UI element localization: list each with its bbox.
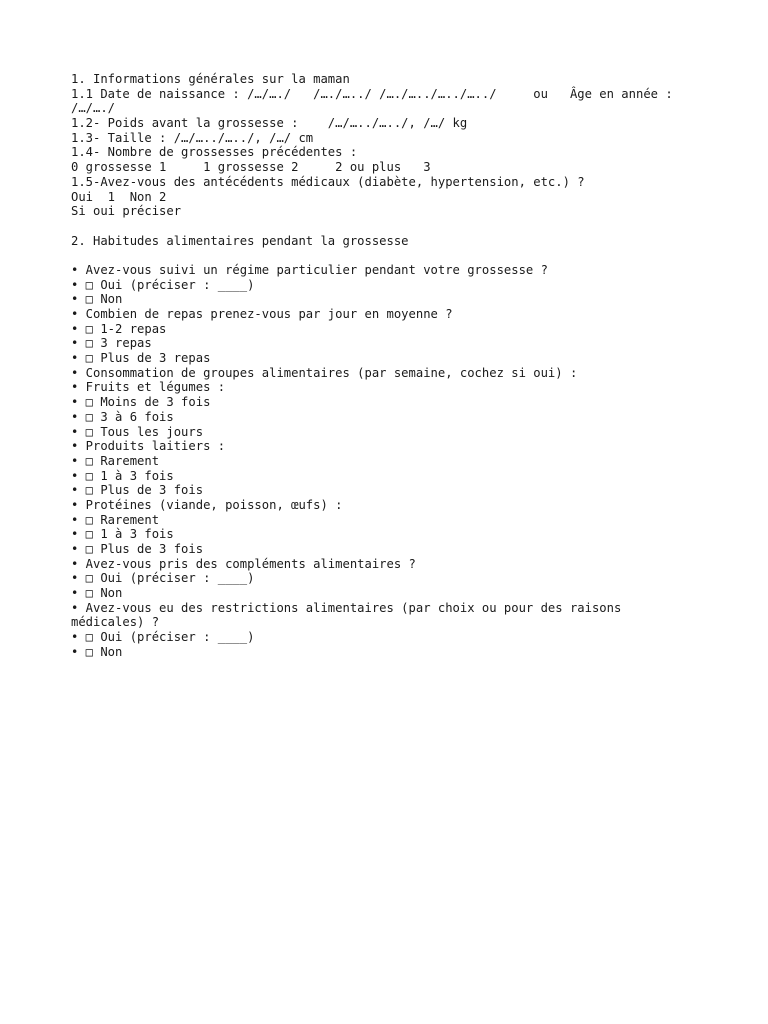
meals-option-1: • □ 1-2 repas bbox=[71, 321, 167, 336]
diet-question: • Avez-vous suivi un régime particulier pendant votre grossesse ? bbox=[71, 262, 548, 277]
medical-history-options: Oui 1 Non 2 bbox=[71, 189, 167, 204]
proteins-option-2: • □ 1 à 3 fois bbox=[71, 527, 174, 542]
restrictions-question-continuation: médicales) ? bbox=[71, 615, 160, 630]
height-line: 1.3- Taille : /…/…../…../, /…/ cm bbox=[71, 130, 314, 145]
medical-history-question: 1.5-Avez-vous des antécédents médicaux (diabète, hypertension, etc.) ? bbox=[71, 174, 585, 189]
diet-option-yes: • □ Oui (préciser : ____) bbox=[71, 277, 255, 292]
meals-question: • Combien de repas prenez-vous par jour en moyenne ? bbox=[71, 307, 453, 321]
proteins-heading: • Protéines (viande, poisson, œufs) : bbox=[71, 497, 343, 512]
fruits-option-1: • □ Moins de 3 fois bbox=[71, 395, 211, 410]
document-page bbox=[71, 72, 711, 660]
spacer bbox=[71, 219, 711, 234]
dairy-option-3: • □ Plus de 3 fois bbox=[71, 483, 204, 498]
supplements-option-no: • □ Non bbox=[71, 586, 123, 601]
restrictions-option-yes: • □ Oui (préciser : ____) bbox=[71, 630, 255, 645]
pregnancies-question: 1.4- Nombre de grossesses précédentes : bbox=[71, 145, 358, 160]
pregnancies-options: 0 grossesse 1 1 grossesse 2 2 ou plus 3 bbox=[71, 160, 431, 175]
fruits-option-3: • □ Tous les jours bbox=[71, 424, 204, 439]
section-2-title: 2. Habitudes alimentaires pendant la grossesse bbox=[71, 233, 409, 248]
birth-date-continuation: /…/…./ bbox=[71, 101, 116, 116]
weight-line: 1.2- Poids avant la grossesse : /…/…../…../, /…/ kg bbox=[71, 116, 468, 131]
dairy-heading: • Produits laitiers : bbox=[71, 439, 226, 454]
meals-option-2: • □ 3 repas bbox=[71, 336, 152, 351]
fruits-option-2: • □ 3 à 6 fois bbox=[71, 409, 174, 424]
restrictions-option-no: • □ Non bbox=[71, 644, 123, 659]
proteins-option-3: • □ Plus de 3 fois bbox=[71, 542, 204, 556]
dairy-option-1: • □ Rarement bbox=[71, 453, 160, 468]
supplements-option-yes: • □ Oui (préciser : ____) bbox=[71, 571, 255, 586]
proteins-option-1: • □ Rarement bbox=[71, 512, 160, 527]
diet-option-no: • □ Non bbox=[71, 292, 123, 307]
restrictions-question: • Avez-vous eu des restrictions alimentaires (par choix ou pour des raisons bbox=[71, 600, 622, 615]
meals-option-3: • □ Plus de 3 repas bbox=[71, 351, 211, 366]
section-1-title: 1. Informations générales sur la maman bbox=[71, 72, 350, 86]
spacer bbox=[71, 248, 711, 263]
birth-date-line: 1.1 Date de naissance : /…/…./ /…./…../ /…./…../…../…../ ou Âge en année : bbox=[71, 86, 673, 101]
supplements-question: • Avez-vous pris des compléments alimentaires ? bbox=[71, 556, 416, 571]
medical-history-specify: Si oui préciser bbox=[71, 204, 182, 219]
food-groups-question: • Consommation de groupes alimentaires (par semaine, cochez si oui) : bbox=[71, 365, 578, 380]
fruits-heading: • Fruits et légumes : bbox=[71, 380, 226, 395]
dairy-option-2: • □ 1 à 3 fois bbox=[71, 468, 174, 483]
